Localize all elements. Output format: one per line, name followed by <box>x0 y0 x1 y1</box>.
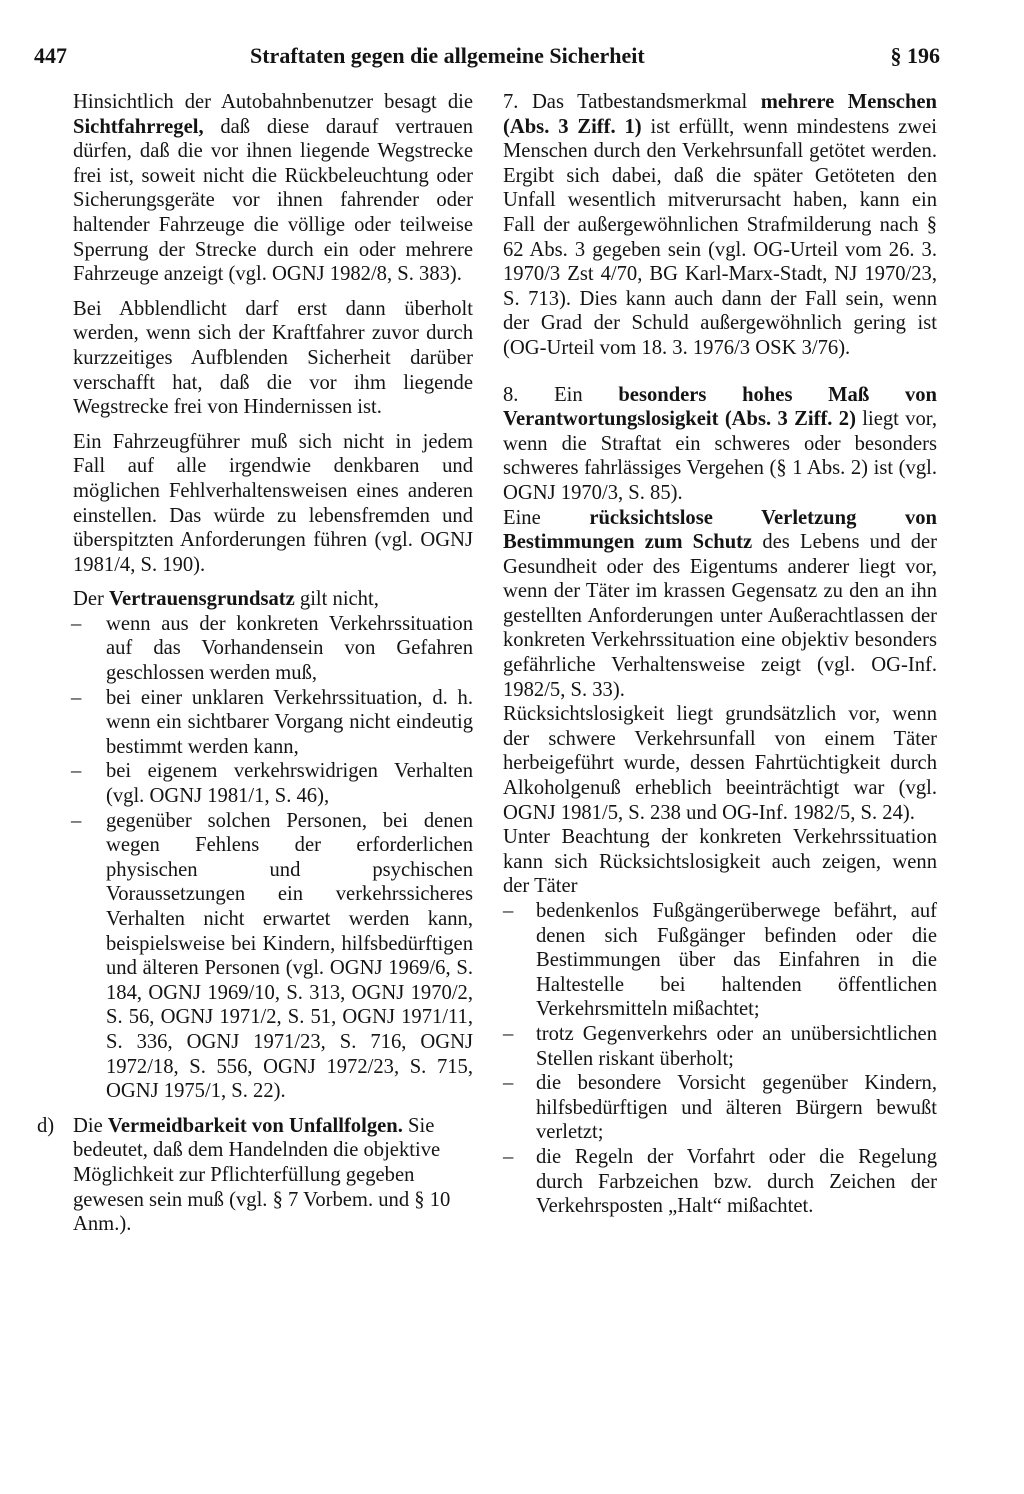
item-marker: d) <box>37 1114 55 1137</box>
paragraph-7-mehrere-menschen <box>503 90 937 361</box>
text-span: ist erfüllt, wenn mindestens zwei Menschen durch den Verkehrsunfall getötet werden. Ergibt sich dabei, daß die später Getöteten den Unfall wesentlich mitverursacht haben, kann ein Fall der außergewöhnlichen Strafmilderung nach § 62 Abs. 3 gegeben sein (vgl. OG-Urteil vom 26. 3. 1970/3 Zst 4/70, BG Karl-Marx-Stadt, NJ 1970/23, S. 713). Dies kann auch dann der Fall sein, wenn der Grad der Schuld außergewöhnlich gering ist (OG-Urteil vom 18. 3. 1976/3 OSK 3/76). <box>503 115 937 359</box>
list-dash: – <box>71 612 82 635</box>
section-number: § 196 <box>890 43 940 68</box>
list-item <box>73 686 473 760</box>
list-dash: – <box>71 809 82 832</box>
bold-term: mehrere Menschen (Abs. 3 Ziff. 1) <box>503 91 937 138</box>
list-item <box>503 1071 937 1145</box>
bold-term: Sichtfahrregel, <box>73 115 204 138</box>
running-header <box>34 44 940 74</box>
list-item-text: die Regeln der Vorfahrt oder die Regelung durch Farbzeichen bzw. durch Zeichen der Verkehrsposten „Halt“ mißachtet. <box>536 1145 937 1218</box>
list-item-text: bei eigenem verkehrswidrigen Verhalten (vgl. OGNJ 1981/1, S. 46), <box>106 760 473 808</box>
bold-term: rücksichtslose Verletzung von Bestimmungen zum Schutz <box>503 506 937 554</box>
text-span: Die <box>73 1114 108 1137</box>
list-item-text: die besondere Vorsicht gegenüber Kindern, hilfsbedürftigen und älteren Bürgern bewußt verletzt; <box>536 1072 937 1144</box>
text-span: liegt vor, wenn die Straftat ein schweres oder besonders schweres fahrlässiges Vergehen (§ 1 Abs. 2) ist (vgl. OGNJ 1970/3, S. 85). <box>503 408 937 504</box>
list-item-text: wenn aus der konkreten Verkehrssituation auf das Vorhandensein von Gefahren geschlossen werden muß, <box>106 612 473 685</box>
text-span: Hinsichtlich der Autobahnbenutzer besagt die <box>73 91 473 113</box>
text-span: 7. Das Tatbestandsmerkmal <box>503 91 761 113</box>
list-dash: – <box>503 1145 514 1168</box>
bold-term: Vertrauensgrundsatz <box>109 588 295 611</box>
paragraph-verkehrssituation: Unter Beachtung der konkreten Verkehrssituation kann sich Rücksichtslosigkeit auch zeigen, wenn der Täter <box>503 826 937 898</box>
paragraph-fahrzeugfuehrer: Ein Fahrzeugführer muß sich nicht in jedem Fall auf alle irgendwie denkbaren und möglichen Fehlverhaltensweisen eines anderen einstellen. Das würde zu lebensfremden und überspitzten Anforderungen führen (vgl. OGNJ 1981/4, S. 190). <box>73 430 473 576</box>
list-item-text: trotz Gegenverkehrs oder an unübersichtlichen Stellen riskant überholt; <box>536 1022 937 1070</box>
list-dash: – <box>71 686 82 709</box>
paragraph-ruecksichtslose-verletzung <box>503 506 937 703</box>
page-number: 447 <box>34 43 67 68</box>
list-item <box>503 1145 937 1219</box>
list-dash: – <box>503 1072 514 1095</box>
paragraph-abblendlicht: Bei Abblendlicht darf erst dann überholt werden, wenn sich der Kraftfahrer zuvor durch kurzzeitiges Aufblenden Sicherheit darüber verschafft hat, daß die vor ihm liegende Wegstrecke frei von Hindernissen ist. <box>73 297 473 419</box>
paragraph-vertrauensgrundsatz <box>73 587 473 612</box>
text-span: Eine <box>503 506 590 529</box>
list-item <box>73 612 473 686</box>
list-item <box>73 759 473 808</box>
list-item <box>503 899 937 1022</box>
left-column <box>37 90 473 1237</box>
bold-term: besonders hohes Maß von Verantwortungslosigkeit (Abs. 3 Ziff. 2) <box>503 383 937 431</box>
list-item <box>73 809 473 1104</box>
text-span: 8. Ein <box>503 383 619 406</box>
list-item-text: gegenüber solchen Personen, bei denen wegen Fehlens der erforderlichen physischen und psychischen Voraussetzungen ein verkehrssicheres Verhalten nicht erwartet werden kann, beispielsweise bei Kindern, hilfsbedürftigen und älteren Personen (vgl. OGNJ 1969/6, S. 184, OGNJ 1969/10, S. 313, OGNJ 1970/2, S. 56, OGNJ 1971/2, S. 51, OGNJ 1971/11, S. 336, OGNJ 1971/23, S. 716, OGNJ 1972/18, S. 556, OGNJ 1972/23, S. 715, OGNJ 1975/1, S. 22). <box>106 809 473 1103</box>
list-dash: – <box>503 900 514 922</box>
running-title: Straftaten gegen die allgemeine Sicherheit <box>250 43 645 68</box>
text-span: des Lebens und der Gesundheit oder des Eigentums anderer liegt vor, wenn der Täter im krassen Gegensatz zu den an ihn gestellten Anforderungen unter Außerachtlassen der konkreten Verkehrssituation eine objektiv besonders gefährliche Verhaltensweise zeigt (vgl. OG-Inf. 1982/5, S. 33). <box>503 531 938 701</box>
list-dash: – <box>503 1022 514 1045</box>
paragraph-sichtfahrregel <box>73 90 473 287</box>
list-item-text: bei einer unklaren Verkehrssituation, d. h. wenn ein sichtbarer Vorgang nicht eindeutig bestimmt werden kann, <box>106 686 473 758</box>
text-span: gilt nicht, <box>294 588 379 611</box>
text-span: Sie bedeutet, daß dem Handelnden die objektive Möglichkeit zur Pflichterfüllung gegeben gewesen sein muß (vgl. § 7 Vorbem. und § 10 Anm.). <box>73 1114 451 1236</box>
right-column <box>503 90 937 1219</box>
text-span: daß diese darauf vertrauen dürfen, daß die vor ihnen liegende Wegstrecke frei ist, soweit nicht die Rückbeleuchtung oder Sicherungsgeräte vor ihnen fahrender oder haltender Fahrzeuge die völlige oder teilweise Sperrung der Strecke durch ein oder mehrere Fahrzeuge anzeigt (vgl. OGNJ 1982/8, S. 383). <box>73 115 473 286</box>
text-span: Der <box>73 588 110 611</box>
paragraph-vermeidbarkeit <box>37 1114 473 1237</box>
paragraph-ruecksichtslosigkeit: Rücksichtslosigkeit liegt grundsätzlich vor, wenn der schwere Verkehrsunfall von einem Täter herbeigeführt wurde, dessen Fahrtüchtigkeit durch Alkoholgenuß erheblich beeinträchtigt war (vgl. OGNJ 1981/5, S. 238 und OG-Inf. 1982/5, S. 24). <box>503 703 937 824</box>
list-dash: – <box>71 760 82 783</box>
list-item-text: bedenkenlos Fußgängerüberwege befährt, auf denen sich Fußgänger befinden oder die Bestimmungen über das Einfahren in die Haltestelle bei haltenden öffentlichen Verkehrsmitteln mißachtet; <box>536 900 937 1021</box>
bold-term: Vermeidbarkeit von Unfallfolgen. <box>107 1114 403 1137</box>
list-item <box>503 1022 937 1071</box>
paragraph-8-verantwortungslosigkeit <box>503 383 937 506</box>
